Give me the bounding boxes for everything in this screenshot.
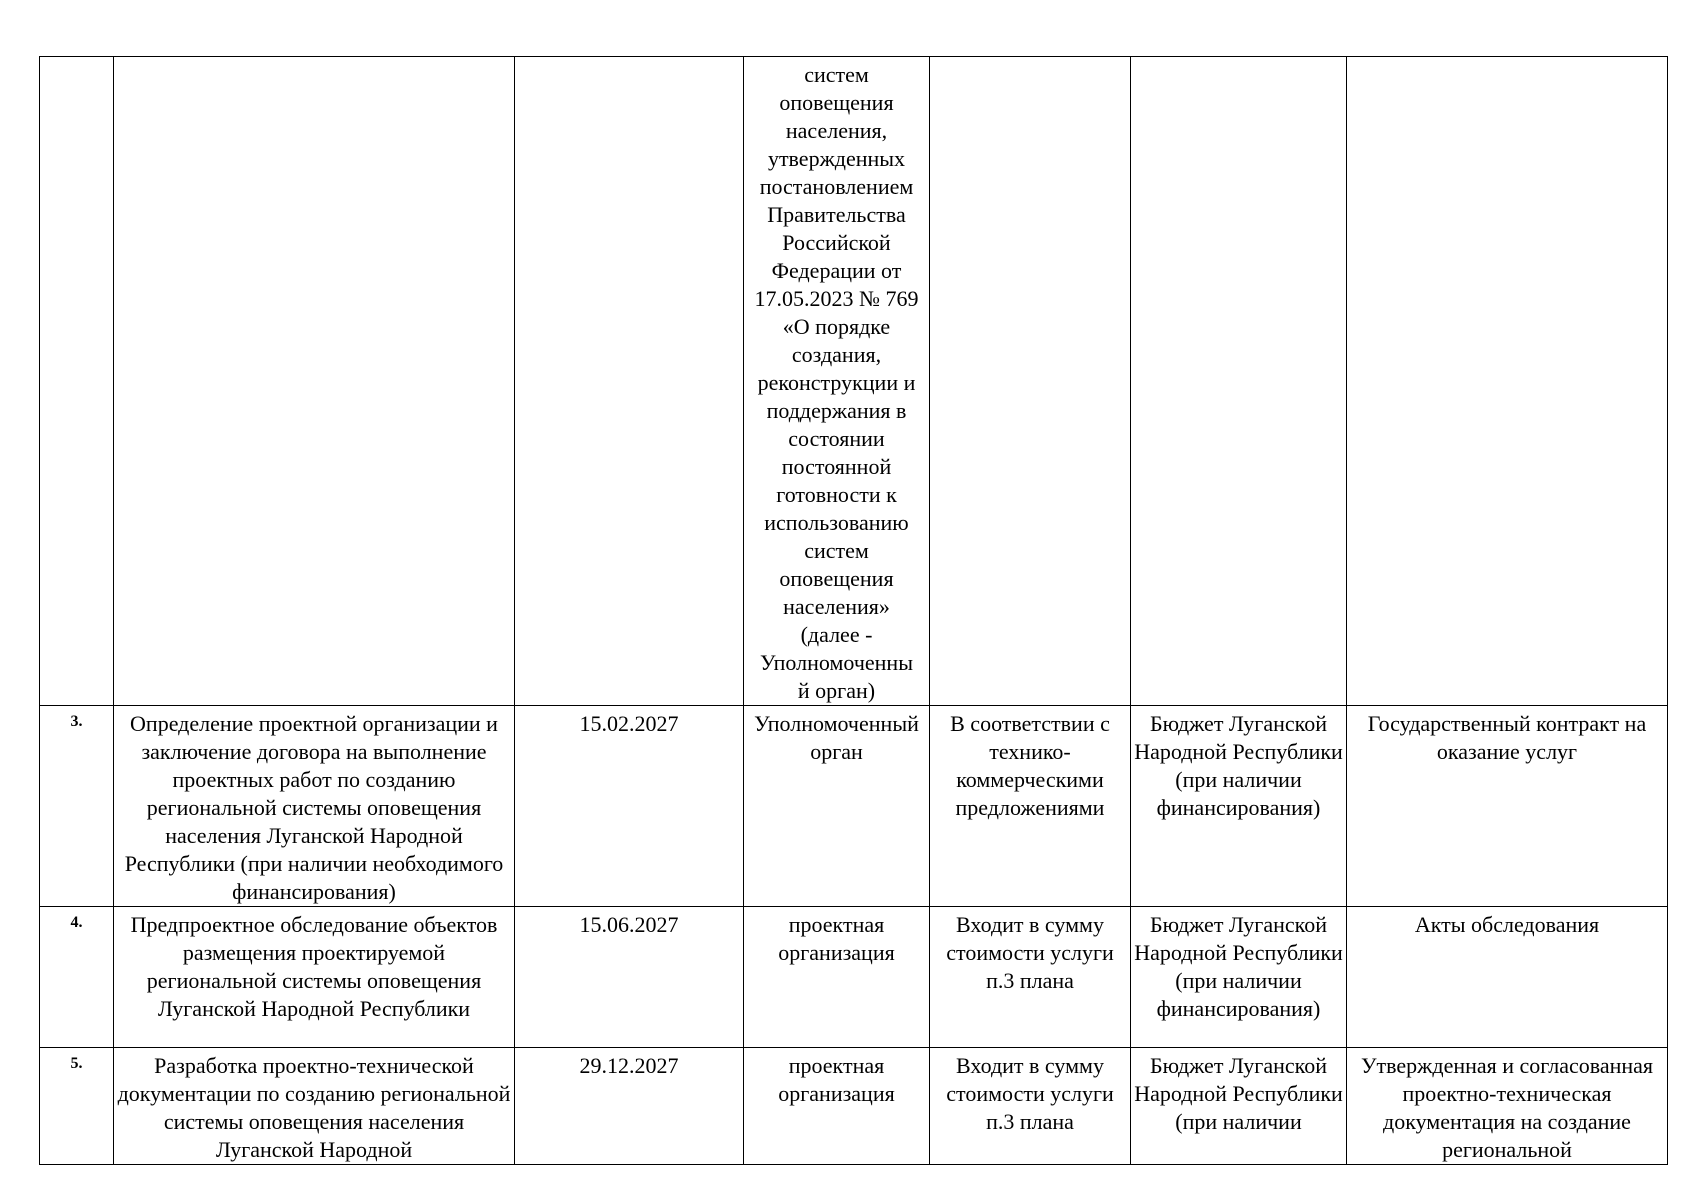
executor-line: готовности к: [776, 482, 897, 507]
table-row-5: [40, 1048, 1668, 1165]
row-number-cell: [40, 57, 114, 706]
deadline-cell: 15.06.2027: [515, 907, 744, 1048]
executor-cell: проектная организация: [744, 907, 930, 1048]
funding-source-cell: Бюджет Луганской Народной Республики (при наличии финансирования): [1131, 907, 1347, 1048]
cost-cell: Входит в сумму стоимости услуги п.3 плана: [930, 907, 1131, 1048]
cost-cell: В соответствии с технико-коммерческими предложениями: [930, 706, 1131, 907]
executor-line: населения»: [783, 594, 890, 619]
executor-line: оповещения: [779, 566, 894, 591]
executor-line: Уполномоченны: [760, 650, 913, 675]
executor-line: Федерации от: [771, 258, 902, 283]
row-number-cell: 3.: [40, 706, 114, 907]
executor-line: Правительства: [767, 202, 906, 227]
row-number-cell: 4.: [40, 907, 114, 1048]
deadline-cell: [515, 57, 744, 706]
executor-line: утвержденных: [767, 146, 906, 171]
executor-line: поддержания в: [766, 398, 907, 423]
executor-line: 17.05.2023 № 769: [754, 286, 919, 311]
executor-line: населения,: [785, 118, 888, 143]
executor-line: систем: [804, 62, 869, 87]
executor-line: «О порядке: [782, 314, 891, 339]
cost-cell: [930, 57, 1131, 706]
executor-line: оповещения: [779, 90, 894, 115]
result-cell: [1347, 57, 1668, 706]
result-cell: Акты обследования: [1347, 907, 1668, 1048]
funding-source-cell: [1131, 57, 1347, 706]
table-row-3: [40, 706, 1668, 907]
event-cell: Предпроектное обследование объектов размещения проектируемой региональной системы оповещения Луганской Народной Республики: [114, 907, 515, 1048]
executor-line: использованию: [764, 510, 909, 535]
event-cell: Разработка проектно-технической документации по созданию региональной системы оповещения населения Луганской Народной: [114, 1048, 515, 1165]
executor-line: состоянии: [788, 426, 885, 451]
result-cell: Государственный контракт на оказание услуг: [1347, 706, 1668, 907]
plan-table: [39, 56, 1668, 1165]
executor-line: постановлением: [759, 174, 914, 199]
executor-line: й орган): [797, 678, 876, 703]
executor-line: (далее -: [800, 622, 873, 647]
executor-cell: [744, 57, 930, 706]
table-row-4: [40, 907, 1668, 1048]
executor-cell: Уполномоченный орган: [744, 706, 930, 907]
funding-source-cell: Бюджет Луганской Народной Республики (при наличии: [1131, 1048, 1347, 1165]
executor-cell: проектная организация: [744, 1048, 930, 1165]
executor-line: Российской: [782, 230, 891, 255]
deadline-cell: 29.12.2027: [515, 1048, 744, 1165]
table-row-continuation: [40, 57, 1668, 706]
row-number-cell: 5.: [40, 1048, 114, 1165]
executor-line: постоянной: [781, 454, 892, 479]
result-cell: Утвержденная и согласованная проектно-техническая документация на создание региональной: [1347, 1048, 1668, 1165]
executor-line: систем: [804, 538, 869, 563]
executor-line: реконструкции и: [757, 370, 916, 395]
cost-cell: Входит в сумму стоимости услуги п.3 плана: [930, 1048, 1131, 1165]
funding-source-cell: Бюджет Луганской Народной Республики (при наличии финансирования): [1131, 706, 1347, 907]
executor-line: создания,: [791, 342, 882, 367]
deadline-cell: 15.02.2027: [515, 706, 744, 907]
event-cell: [114, 57, 515, 706]
event-cell: Определение проектной организации и заключение договора на выполнение проектных работ по созданию региональной системы оповещения населения Луганской Народной Республики (при наличии необходимого финансирования): [114, 706, 515, 907]
